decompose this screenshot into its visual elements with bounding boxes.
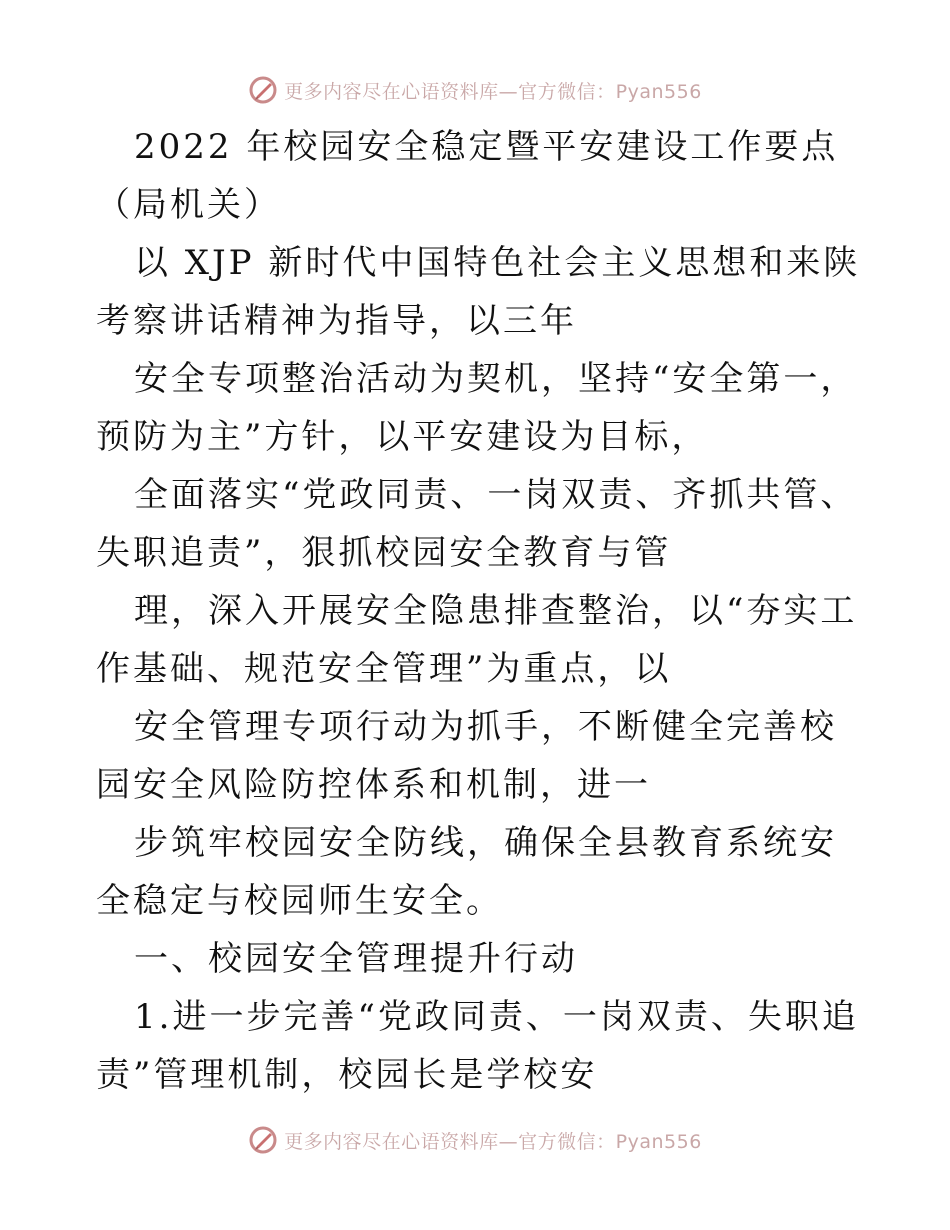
- paragraph: 1.进一步完善“党政同责、一岗双责、失职追责”管理机制，校园长是学校安: [96, 997, 859, 1095]
- paragraph: 全面落实“党政同责、一岗双责、齐抓共管、失职追责”，狠抓校园安全教育与管: [96, 475, 858, 573]
- watermark-text: 更多内容尽在心语资料库—官方微信：Pyan556: [284, 80, 702, 103]
- paragraph: 以 XJP 新时代中国特色社会主义思想和来陕考察讲话精神为指导，以三年: [96, 243, 861, 341]
- watermark-text: 更多内容尽在心语资料库—官方微信：Pyan556: [284, 1130, 702, 1153]
- watermark-banner-top: [0, 70, 950, 110]
- paragraph: 安全专项整治活动为契机，坚持“安全第一，预防为主”方针，以平安建设为目标，: [96, 359, 858, 457]
- document-body: [96, 118, 866, 1104]
- paragraph: 理，深入开展安全隐患排查整治，以“夯实工作基础、规范安全管理”为重点，以: [96, 591, 858, 689]
- pen-logo-icon: [248, 1125, 278, 1155]
- pen-logo-icon: [248, 75, 278, 105]
- section-heading: 一、校园安全管理提升行动: [134, 939, 578, 979]
- doc-title: 2022 年校园安全稳定暨平安建设工作要点（局机关）: [96, 127, 839, 225]
- paragraph: 步筑牢校园安全防线，确保全县教育系统安全稳定与校园师生安全。: [96, 823, 837, 921]
- watermark-banner-bottom: [0, 1120, 950, 1160]
- paragraph: 安全管理专项行动为抓手，不断健全完善校园安全风险防控体系和机制，进一: [96, 707, 837, 805]
